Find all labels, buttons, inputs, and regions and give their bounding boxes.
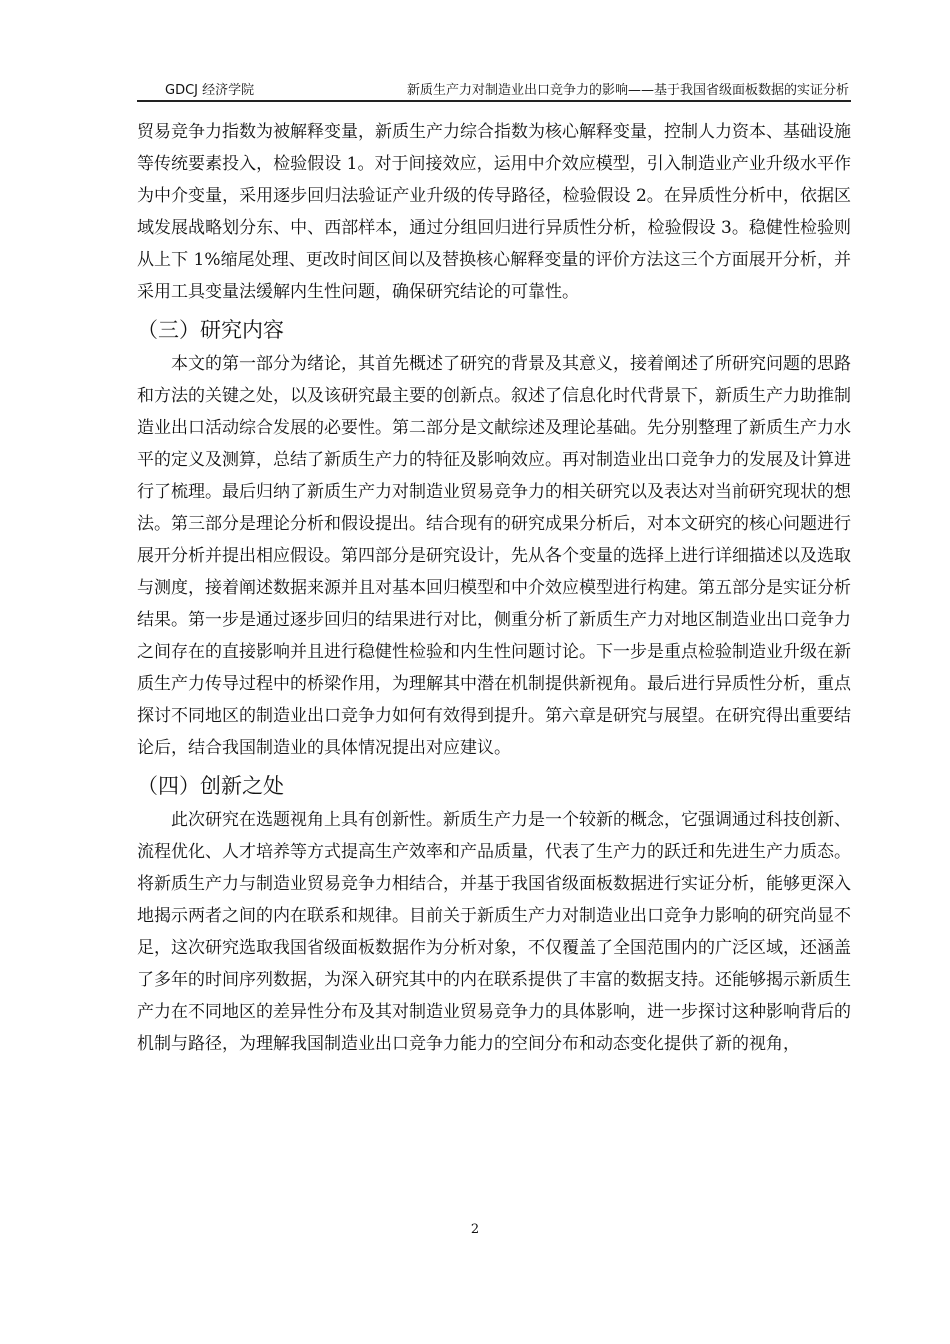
intro-paragraph: 贸易竞争力指数为被解释变量，新质生产力综合指数为核心解释变量，控制人力资本、基础设施等传统要素投入，检验假设 1。对于间接效应，运用中介效应模型，引入制造业产业升级水平作为中介变量，采用逐步回归法验证产业升级的传导路径，检验假设 2。在异质性分析中，依据区域发展战略划分东、中、西部样本，通过分组回归进行异质性分析，检验假设 3。稳健性检验则从上下 1%缩尾处理、更改时间区间以及替换核心解释变量的评价方法这三个方面展开分析，并采用工具变量法缓解内生性问题，确保研究结论的可靠性。: [137, 122, 851, 302]
section-heading-innovation: （四）创新之处: [137, 774, 284, 798]
innovation-paragraph: 此次研究在选题视角上具有创新性。新质生产力是一个较新的概念，它强调通过科技创新、流程优化、人才培养等方式提高生产效率和产品质量，代表了生产力的跃迁和先进生产力质态。将新质生产力与制造业贸易竞争力相结合，并基于我国省级面板数据进行实证分析，能够更深入地揭示两者之间的内在联系和规律。目前关于新质生产力对制造业出口竞争力影响的研究尚显不足，这次研究选取我国省级面板数据作为分析对象，不仅覆盖了全国范围内的广泛区域，还涵盖了多年的时间序列数据，为深入研究其中的内在联系提供了丰富的数据支持。还能够揭示新质生产力在不同地区的差异性分布及其对制造业贸易竞争力的具体影响，进一步探讨这种影响背后的机制与路径，为理解我国制造业出口竞争力能力的空间分布和动态变化提供了新的视角，: [137, 810, 851, 1054]
running-header: [137, 76, 851, 102]
header-paper-title: 新质生产力对制造业出口竞争力的影响——基于我国省级面板数据的实证分析: [406, 83, 849, 98]
research-content-paragraph: 本文的第一部分为绪论，其首先概述了研究的背景及其意义，接着阐述了所研究问题的思路和方法的关键之处，以及该研究最主要的创新点。叙述了信息化时代背景下，新质生产力助推制造业出口活动综合发展的必要性。第二部分是文献综述及理论基础。先分别整理了新质生产力水平的定义及测算，总结了新质生产力的特征及影响效应。再对制造业出口竞争力的发展及计算进行了梳理。最后归纳了新质生产力对制造业贸易竞争力的相关研究以及表达对当前研究现状的想法。第三部分是理论分析和假设提出。结合现有的研究成果分析后，对本文研究的核心问题进行展开分析并提出相应假设。第四部分是研究设计，先从各个变量的选择上进行详细描述以及选取与测度，接着阐述数据来源并且对基本回归模型和中介效应模型进行构建。第五部分是实证分析结果。第一步是通过逐步回归的结果进行对比，侧重分析了新质生产力对地区制造业出口竞争力之间存在的直接影响并且进行稳健性检验和内生性问题讨论。下一步是重点检验制造业升级在新质生产力传导过程中的桥梁作用，为理解其中潜在机制提供新视角。最后进行异质性分析，重点探讨不同地区的制造业出口竞争力如何有效得到提升。第六章是研究与展望。在研究得出重要结论后，结合我国制造业的具体情况提出对应建议。: [137, 354, 851, 758]
page-body: [137, 116, 851, 1060]
section-heading-research-content: （三）研究内容: [137, 318, 284, 342]
header-institution: GDCJ 经济学院: [165, 83, 255, 98]
page-number: 2: [470, 1222, 480, 1237]
